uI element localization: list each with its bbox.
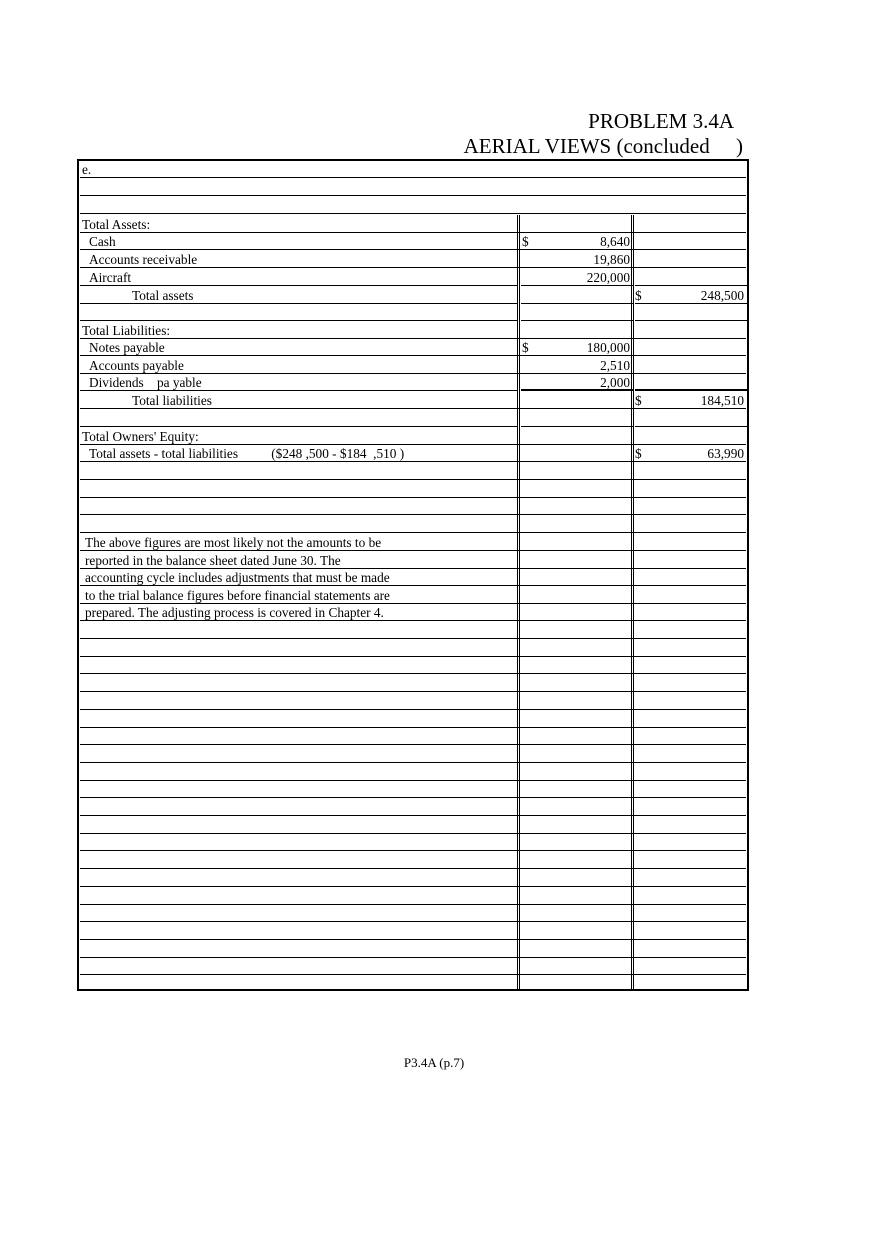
- liability-amount: 180,000: [586, 340, 630, 355]
- sheet-row: [79, 675, 747, 692]
- sheet-row: [79, 498, 747, 515]
- note-line: reported in the balance sheet dated June 30. The: [85, 553, 341, 568]
- equity-amount: 63,990: [707, 446, 744, 461]
- sheet-row: [79, 711, 747, 728]
- sheet-row: [79, 781, 747, 798]
- sheet-row: [79, 622, 747, 639]
- equity-heading-row: [79, 428, 747, 445]
- sheet-row: [79, 463, 747, 480]
- asset-label: Cash: [89, 234, 116, 249]
- total-assets-row: [79, 287, 747, 304]
- sheet-row: [79, 481, 747, 498]
- total-assets-label: Total assets: [132, 288, 194, 303]
- note-line: prepared. The adjusting process is covered in Chapter 4.: [85, 605, 384, 620]
- page-footer: P3.4A (p.7): [403, 1055, 465, 1070]
- sheet-row: [79, 799, 747, 816]
- sheet-row: [79, 640, 747, 657]
- dollar-sign: $: [635, 288, 642, 303]
- assets-heading-row: [79, 216, 747, 233]
- sheet-row: [79, 923, 747, 940]
- total-assets-amount: 248,500: [700, 288, 744, 303]
- liability-amount: 2,000: [600, 375, 630, 390]
- note-row: [79, 569, 747, 586]
- sheet-row: [79, 905, 747, 922]
- asset-amount: 8,640: [600, 234, 630, 249]
- liability-label: Dividends pa yable: [89, 375, 202, 390]
- dollar-sign: $: [522, 234, 529, 249]
- problem-subtitle: AERIAL VIEWS (concluded ): [463, 134, 743, 158]
- worksheet: [77, 159, 749, 991]
- note-row: [79, 552, 747, 569]
- assets-heading: Total Assets:: [82, 217, 151, 232]
- asset-label: Aircraft: [89, 270, 132, 285]
- liability-amount: 2,510: [600, 358, 630, 373]
- asset-row: [79, 269, 747, 286]
- total-liabilities-row: [79, 392, 747, 409]
- asset-amount: 220,000: [586, 270, 630, 285]
- dollar-sign: $: [522, 340, 529, 355]
- sheet-row: [79, 197, 747, 214]
- total-liabilities-amount: 184,510: [700, 393, 744, 408]
- sheet-row: [79, 941, 747, 958]
- problem-title: PROBLEM 3.4A: [588, 109, 734, 133]
- liability-label: Accounts payable: [89, 358, 184, 373]
- sheet-row: [79, 870, 747, 887]
- sheet-row: [79, 161, 747, 178]
- liability-row: [79, 339, 747, 356]
- sheet-row: [79, 764, 747, 781]
- sheet-row: [79, 958, 747, 975]
- liability-label: Notes payable: [89, 340, 165, 355]
- liabilities-heading: Total Liabilities:: [82, 323, 171, 338]
- sheet-row: [79, 888, 747, 905]
- equity-heading: Total Owners' Equity:: [82, 429, 199, 444]
- sheet-row: [79, 179, 747, 196]
- note-line: The above figures are most likely not the amounts to be: [85, 535, 382, 550]
- sheet-row: [79, 693, 747, 710]
- sheet-row: [79, 516, 747, 533]
- note-row: [79, 587, 747, 604]
- asset-row: [79, 233, 747, 250]
- note-line: accounting cycle includes adjustments that must be made: [85, 570, 390, 585]
- note-row: [79, 534, 747, 551]
- total-liabilities-label: Total liabilities: [132, 393, 212, 408]
- liability-row: [79, 374, 747, 391]
- equity-label: Total assets - total liabilities ($248 ,500 - $184 ,510 ): [89, 446, 405, 461]
- sheet-row: [79, 834, 747, 851]
- sheet-row: [79, 728, 747, 745]
- sheet-row: [79, 852, 747, 869]
- note-row: [79, 604, 747, 621]
- sheet-row: [79, 657, 747, 674]
- liability-row: [79, 357, 747, 374]
- equity-row: [79, 445, 747, 462]
- note-line: to the trial balance figures before financial statements are: [85, 588, 390, 603]
- asset-amount: 19,860: [593, 252, 630, 267]
- sheet-row: [79, 304, 747, 321]
- asset-row: [79, 251, 747, 268]
- sheet-row: [79, 817, 747, 834]
- asset-label: Accounts receivable: [89, 252, 198, 267]
- liabilities-heading-row: [79, 322, 747, 339]
- part-label: e.: [82, 162, 92, 177]
- dollar-sign: $: [635, 393, 642, 408]
- sheet-row: [79, 410, 747, 427]
- dollar-sign: $: [635, 446, 642, 461]
- sheet-row: [79, 746, 747, 763]
